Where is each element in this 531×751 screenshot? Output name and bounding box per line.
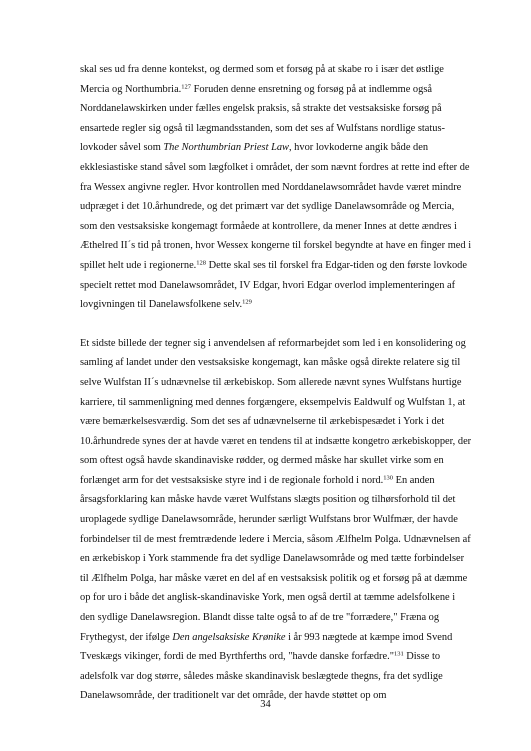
paragraph — [80, 60, 472, 315]
text-run: ensartede regler sig også til lægmandsstanden, som det ses af Wulfstans nordlige status- — [80, 122, 446, 134]
text-run: Norddanelawskirken under fælles engelsk praksis, så strakte det vestsaksiske forsøg på — [80, 103, 442, 115]
text-run: Tveskægs vikinger, fordi de med Byrthferths ord, "havde danske forfædre." — [80, 651, 394, 663]
text-line — [80, 628, 469, 648]
text-line — [80, 471, 469, 491]
text-line — [80, 158, 469, 178]
text-run: Et sidste billede der tegner sig i anvendelsen af reformarbejdet som led i en konsolidering og — [80, 337, 466, 349]
text-run: Foruden denne ensretning og forsøg på at indlemme også — [191, 83, 432, 95]
text-run: forlænget arm for det vestsaksiske styre ind i de regionale forhold i nord. — [80, 474, 384, 486]
text-line — [80, 530, 469, 550]
text-line — [80, 99, 469, 119]
text-run: være bemærkelsesværdig. Som det ses af udnævnelserne til ærkebispesædet i York i det — [80, 416, 445, 428]
text-run: Æthelred II´s tid på tronen, hvor Wessex kongerne til forskel begyndte at have en finger med i — [80, 240, 472, 252]
text-line — [80, 608, 469, 628]
text-run: uroplagede sydlige Danelawsområde, herunder særligt Wulfstans bror Wulfmær, der havde — [80, 514, 458, 526]
footnote-ref: 128 — [196, 259, 207, 267]
text-run: Dette skal ses til forskel fra Edgar-tiden og den første lovkode — [206, 259, 467, 271]
text-run: adelsfolk var dog større, således måske skandinavisk beslægtede thegns, fra det sydlige — [80, 670, 443, 682]
text-line — [80, 295, 469, 315]
body-text — [80, 60, 472, 706]
text-line — [80, 647, 469, 667]
text-run: i år 993 nægtede at kæmpe imod Svend — [285, 631, 453, 643]
text-run: som den vestsaksiske kongemagt formåede at kontrollere, da mener Innes at dette ændres i — [80, 220, 457, 232]
text-line — [80, 60, 469, 80]
footnote-ref: 131 — [393, 650, 404, 658]
text-line — [80, 256, 469, 276]
italic-title: The Northumbrian Priest Law — [163, 142, 289, 154]
text-line — [80, 451, 469, 471]
text-run: specielt rettet mod Danelawsområdet, IV Edgar, hvori Edgar overlod implementeringen af — [80, 279, 456, 291]
text-run: til Ælfhelm Polga, har måske været en del af en vestsaksisk politik og et forsøg på at dæmme — [80, 572, 468, 584]
text-run: op for uro i både det anglisk-skandinaviske York, men også dertil at tæmme adelsfolkene i — [80, 592, 456, 604]
text-run: Danelawsområde, der traditionelt var det område, der havde støttet op om — [80, 690, 387, 702]
text-line — [80, 393, 469, 413]
text-line — [80, 373, 469, 393]
italic-title: Den angelsaksiske Krønike — [172, 631, 286, 643]
text-line — [80, 510, 469, 530]
text-run: den sydlige Danelawsregion. Blandt disse talte også to af de tre "forrædere," Fræna og — [80, 612, 440, 624]
text-run: Frythegyst, der ifølge — [80, 631, 173, 643]
footnote-ref: 129 — [242, 298, 252, 306]
text-line — [80, 353, 469, 373]
text-run: lovgivningen til Danelawsfolkene selv. — [80, 299, 243, 311]
text-run: en ærkebiskop i York stammende fra det sydlige Danelawsområde og med tætte forbindelser — [80, 553, 465, 565]
text-line — [80, 197, 469, 217]
text-line — [80, 432, 472, 452]
text-line — [80, 588, 469, 608]
text-line — [80, 178, 469, 198]
text-run: årsagsforklaring kan måske havde været Wulfstans slægts position og tilhørsforhold til det — [80, 494, 456, 506]
text-line — [80, 667, 469, 687]
text-line — [80, 236, 472, 256]
text-run: lovkoder såvel som — [80, 142, 164, 154]
text-run: fra Wessex angivne regler. Hvor kontrollen med Norddanelawsområdet havde været mindre — [80, 181, 462, 193]
text-run: , hvor lovkoderne angik både den — [288, 142, 429, 154]
text-line — [80, 569, 469, 589]
footnote-ref: 127 — [181, 83, 192, 91]
text-line — [80, 412, 469, 432]
text-line — [80, 334, 469, 354]
text-line — [80, 549, 469, 569]
text-run: samling af landet under den vestsaksiske kongemagt, kan måske også direkte relatere sig til — [80, 357, 461, 369]
text-run: 10.århundrede synes der at havde været en tendens til at indsætte kongetro ærkebiskopper, der — [80, 435, 472, 447]
text-line — [80, 119, 469, 139]
text-line — [80, 80, 469, 100]
text-run: udpræget i det 10.århundrede, og det primært var det sydlige Danelawsområde og Mercia, — [80, 201, 455, 213]
text-run: En anden — [393, 474, 435, 486]
text-run: selve Wulfstan II´s udnævnelse til ærkebiskop. Som allerede nævnt synes Wulfstans hurtige — [80, 376, 462, 388]
text-line — [80, 490, 469, 510]
text-run: ekklesiastiske stand såvel som lægfolket i området, der som nævnt fordres at rette ind efter de — [80, 161, 470, 173]
footnote-ref: 130 — [383, 474, 394, 482]
text-run: spillet helt ude i regionerne. — [80, 259, 197, 271]
paragraph — [80, 334, 472, 706]
text-run: Mercia og Northumbria. — [80, 83, 182, 95]
text-run: karriere, til sammenligning med dennes forgængere, eksempelvis Ealdwulf og Wulfstan 1, at — [80, 396, 466, 408]
text-run: forbindelser til de mest fremtrædende ledere i Mercia, såsom Ælfhelm Polga. Udnævnelsen af — [80, 533, 471, 545]
text-run: skal ses ud fra denne kontekst, og dermed som et forsøg på at skabe ro i især det østlige — [80, 64, 444, 75]
text-line — [80, 217, 469, 237]
text-run: som oftest også havde skandinaviske rødder, og dermed måske har skullet virke som en — [80, 455, 444, 467]
text-line — [80, 276, 469, 296]
text-line — [80, 138, 469, 158]
text-run: Disse to — [403, 651, 441, 663]
page-number: 34 — [260, 699, 271, 710]
